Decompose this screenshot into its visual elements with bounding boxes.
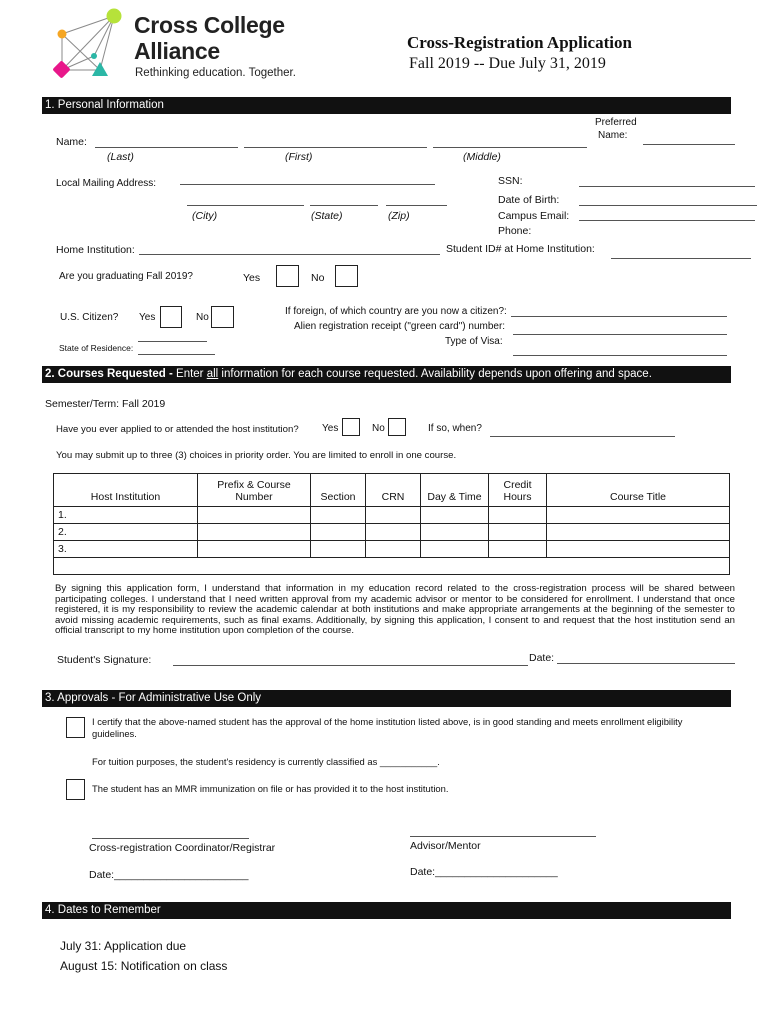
visa-type-field[interactable]	[513, 355, 727, 356]
signature-label: Student's Signature:	[57, 654, 152, 666]
foreign-question: If foreign, of which country are you now a citizen?:	[285, 306, 507, 317]
table-cell[interactable]	[489, 524, 547, 541]
section3-header: 3. Approvals - For Administrative Use Only	[42, 690, 731, 707]
middle-name-field[interactable]	[433, 147, 587, 148]
citizen-no-label: No	[196, 312, 209, 323]
alien-question: Alien registration receipt ("green card") number:	[294, 321, 506, 332]
signature-date-label: Date:	[529, 652, 555, 664]
coordinator-label: Cross-registration Coordinator/Registrar	[89, 842, 276, 854]
table-cell[interactable]	[198, 507, 311, 524]
student-id-label: Student ID# at Home Institution:	[446, 243, 595, 255]
logo-line1: Cross College	[134, 12, 285, 38]
section2-header-all: all	[206, 368, 219, 380]
logo-graphic	[52, 6, 132, 82]
citizen-yes-checkbox[interactable]	[160, 306, 182, 328]
city-field[interactable]	[187, 205, 304, 206]
preferred-name-field[interactable]	[643, 144, 735, 145]
table-row	[54, 507, 730, 524]
applied-no-checkbox[interactable]	[388, 418, 406, 436]
col-day-time: Day & Time	[421, 474, 489, 507]
state-caption: (State)	[311, 210, 343, 222]
campus-email-field[interactable]	[579, 220, 755, 221]
logo-line2: Alliance	[134, 38, 220, 64]
table-row	[54, 541, 730, 558]
advisor-label: Advisor/Mentor	[410, 840, 481, 852]
mmr-checkbox[interactable]	[66, 779, 85, 800]
table-cell[interactable]	[547, 524, 730, 541]
last-caption: (Last)	[107, 151, 134, 163]
state-residence-label: State of Residence:	[59, 343, 134, 353]
table-cell[interactable]	[489, 541, 547, 558]
graduating-no-label: No	[311, 272, 325, 284]
applied-question: Have you ever applied to or attended the host institution?	[56, 424, 299, 435]
section2-header-bold: 2. Courses Requested -	[45, 368, 173, 380]
graduating-yes-checkbox[interactable]	[276, 265, 299, 287]
date-item-2: August 15: Notification on class	[60, 959, 228, 973]
table-cell[interactable]	[366, 524, 421, 541]
date-item-1: July 31: Application due	[60, 939, 187, 953]
coordinator-date[interactable]: Date:_______________________	[89, 869, 249, 881]
citizen-no-checkbox[interactable]	[211, 306, 234, 328]
applied-when-field[interactable]	[490, 436, 675, 437]
mmr-text: The student has an MMR immunization on file or has provided it to the host institution.	[92, 783, 449, 794]
coordinator-signature-field[interactable]	[92, 838, 249, 839]
city-caption: (City)	[192, 210, 218, 222]
mailing-address-label: Local Mailing Address:	[56, 178, 157, 189]
col-crn: CRN	[366, 474, 421, 507]
graduating-yes-label: Yes	[243, 272, 261, 284]
semester-label: Semester/Term: Fall 2019	[45, 398, 166, 410]
dob-label: Date of Birth:	[498, 194, 560, 206]
zip-caption: (Zip)	[388, 210, 410, 222]
table-cell[interactable]	[198, 524, 311, 541]
table-cell[interactable]	[547, 541, 730, 558]
table-cell[interactable]	[547, 507, 730, 524]
state-residence-field-top[interactable]	[138, 341, 207, 342]
alien-number-field[interactable]	[513, 334, 727, 335]
table-cell[interactable]	[421, 524, 489, 541]
state-residence-field[interactable]	[138, 354, 215, 355]
col-section: Section	[311, 474, 366, 507]
table-row	[54, 558, 730, 575]
table-cell[interactable]	[421, 541, 489, 558]
visa-question: Type of Visa:	[445, 336, 503, 347]
col-credit-hours: Credit Hours	[489, 474, 547, 507]
col-host-institution: Host Institution	[54, 474, 198, 507]
section2-header-part1: Enter	[172, 368, 207, 380]
dob-field[interactable]	[579, 205, 757, 206]
campus-email-label: Campus Email:	[498, 210, 570, 222]
applied-when-label: If so, when?	[428, 423, 482, 434]
certify-checkbox[interactable]	[66, 717, 85, 738]
middle-caption: (Middle)	[463, 151, 501, 163]
ssn-label: SSN:	[498, 175, 523, 187]
table-cell[interactable]	[311, 541, 366, 558]
choices-note: You may submit up to three (3) choices in priority order. You are limited to enroll in one course.	[56, 450, 457, 461]
ssn-field[interactable]	[579, 186, 755, 187]
applied-no-label: No	[372, 423, 385, 434]
col-course-title: Course Title	[547, 474, 730, 507]
table-cell[interactable]	[421, 507, 489, 524]
section1-header: 1. Personal Information	[42, 97, 731, 114]
row-number[interactable]: 3.	[54, 541, 198, 558]
section2-header-part2: information for each course requested. Availability depends upon offering and space.	[218, 368, 652, 380]
home-institution-field[interactable]	[139, 254, 440, 255]
table-cell[interactable]	[366, 541, 421, 558]
advisor-signature-field[interactable]	[410, 836, 596, 837]
table-cell[interactable]	[198, 541, 311, 558]
row-number[interactable]: 2.	[54, 524, 198, 541]
citizen-yes-label: Yes	[139, 312, 156, 323]
table-cell[interactable]	[311, 507, 366, 524]
student-id-field[interactable]	[611, 258, 751, 259]
table-row	[54, 524, 730, 541]
first-caption: (First)	[285, 151, 313, 163]
advisor-date[interactable]: Date:_____________________	[410, 866, 558, 878]
signature-date-field[interactable]	[557, 663, 735, 664]
state-field[interactable]	[310, 205, 378, 206]
graduating-question: Are you graduating Fall 2019?	[59, 271, 193, 282]
section2-header	[42, 366, 731, 383]
citizen-question: U.S. Citizen?	[60, 312, 119, 323]
home-institution-label: Home Institution:	[56, 244, 135, 256]
first-name-field[interactable]	[244, 147, 427, 148]
courses-table-header	[54, 474, 730, 507]
form-subtitle: Fall 2019 -- Due July 31, 2019	[409, 55, 606, 72]
table-cell-blank[interactable]	[54, 558, 730, 575]
certify-text: I certify that the above-named student has the approval of the home institution listed above, is in good standing and meets enrollment eligibility guidelines.	[92, 716, 683, 739]
residency-text: For tuition purposes, the student's residency is currently classified as ___________.	[92, 756, 440, 767]
form-title: Cross-Registration Application	[407, 33, 632, 52]
last-name-field[interactable]	[95, 147, 238, 148]
col-prefix-course: Prefix & Course Number	[198, 474, 311, 507]
row-number[interactable]: 1.	[54, 507, 198, 524]
name-label: Name:	[56, 136, 87, 148]
section4-header: 4. Dates to Remember	[42, 902, 731, 919]
applied-yes-checkbox[interactable]	[342, 418, 360, 436]
preferred-label-2: Name:	[598, 130, 628, 141]
mailing-address-field[interactable]	[180, 184, 435, 185]
courses-table	[53, 473, 730, 575]
preferred-label: Preferred	[595, 117, 637, 128]
phone-label: Phone:	[498, 225, 532, 237]
logo-tagline: Rethinking education. Together.	[135, 67, 296, 79]
zip-field[interactable]	[386, 205, 447, 206]
applied-yes-label: Yes	[322, 423, 339, 434]
consent-paragraph: By signing this application form, I understand that information in my education record related to the cross-registration process will be shared between participating colleges. I understand that I need written approval from my academic advisor or mentor to be considered for enrollment. I understand that once registered, it is my responsibility to review the academic calendar at both institutions and make appropriate arrangements at the beginning of the semester to avoid missing academic requirements, such as final exams. Additionally, by signing this application, I consent to and request that the host institution send an official transcript to my home institution upon completion of the course.	[55, 583, 735, 637]
foreign-country-field[interactable]	[511, 316, 727, 317]
table-cell[interactable]	[311, 524, 366, 541]
graduating-no-checkbox[interactable]	[335, 265, 358, 287]
table-cell[interactable]	[366, 507, 421, 524]
signature-field[interactable]	[173, 665, 528, 666]
table-cell[interactable]	[489, 507, 547, 524]
